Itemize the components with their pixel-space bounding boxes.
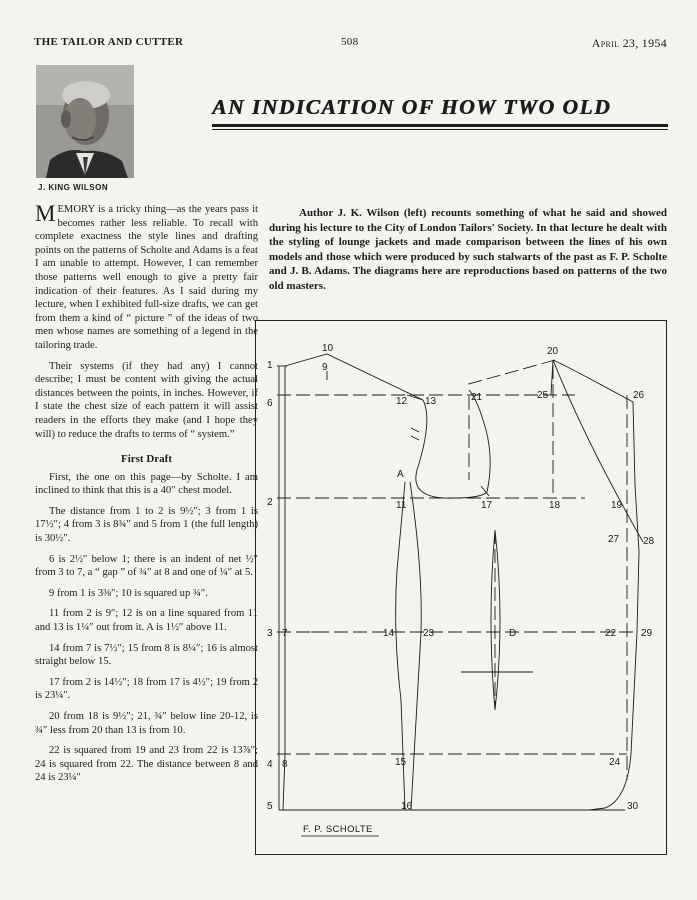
subhead-first-draft: First Draft (120, 453, 172, 466)
paragraph-2: Their systems (if they had any) I cannot describe; I must be content with giving the actual distances between the points, in inches. However, if I state the chest size of each pattern it will assist readers in the efforts they make (and I hope they will) to reduce the drafts to terms of “ system.” (35, 360, 258, 440)
point-16: 16 (401, 801, 413, 812)
point-3: 3 (267, 628, 273, 639)
diagram-title: F. P. SCHOLTE (303, 824, 373, 835)
photo-caption: J. KING WILSON (38, 183, 109, 192)
point-18: 18 (549, 500, 561, 511)
headline-rule (212, 124, 668, 127)
paragraph-5: 6 is 2½″ below 1; there is an indent of net ½″ from 3 to 7, a “ gap ” of ¾″ at 8 and one of ¼″ at 5. (35, 553, 258, 579)
point-5: 5 (267, 801, 273, 812)
point-13: 13 (425, 396, 437, 407)
paragraph-9: 17 from 2 is 14½″; 18 from 17 is 4½″; 19 from 2 is 23¼″. (35, 676, 258, 702)
point-25: 25 (537, 390, 549, 401)
article-column (35, 203, 258, 792)
author-portrait (36, 65, 134, 178)
point-29: 29 (641, 628, 653, 639)
point-22: 22 (605, 628, 617, 639)
point-20: 20 (547, 346, 559, 357)
portrait-image (36, 65, 134, 178)
point-21: 21 (471, 392, 483, 403)
paragraph-11: 22 is squared from 19 and 23 from 22 is 13⅞″; 24 is squared from 22. The distance between 8 and 24 is 23¼″ (35, 745, 258, 784)
point-d: D (509, 628, 517, 639)
point-4: 4 (267, 759, 273, 770)
headline: AN INDICATION OF HOW TWO OLD (212, 95, 611, 119)
point-10: 10 (322, 343, 334, 354)
point-27: 27 (608, 534, 620, 545)
point-9: 9 (322, 362, 328, 373)
paragraph-10: 20 from 18 is 9½″; 21, ¾″ below line 20-12, is ¾″ less from 20 than 13 is from 10. (35, 711, 258, 736)
point-1: 1 (267, 360, 273, 371)
paragraph-8: 14 from 7 is 7½″; 15 from 8 is 8¼″; 16 is almost straight below 15. (35, 642, 258, 668)
paragraph-6: 9 from 1 is 3⅜″; 10 is squared up ¾″. (49, 587, 208, 599)
point-14: 14 (383, 628, 395, 639)
point-24: 24 (609, 757, 621, 768)
point-23: 23 (423, 628, 435, 639)
drop-cap: M (35, 201, 56, 226)
pattern-diagram (255, 320, 667, 855)
point-6: 6 (267, 398, 273, 409)
point-17: 17 (481, 500, 493, 511)
paragraph-7: 11 from 2 is 9″; 12 is on a line squared from 11 and 13 is 1¼″ out from it. A is 1½″ above 11. (35, 608, 258, 634)
point-12: 12 (396, 396, 408, 407)
issue-date: April 23, 1954 (591, 36, 667, 50)
paragraph-1 (35, 203, 258, 353)
page-number: 508 (341, 36, 359, 48)
point-26: 26 (633, 390, 645, 401)
paragraph-1-text: EMORY is a tricky thing—as the years pass it becomes rather less reliable. To recall with complete exactness the style lines and drafting points on the patterns of Scholte and Adams is a feat I am unable to attempt. However, I can remember those patterns well enough to give a pretty fair indication of their features. As I said during my lecture, when I exhibited full-size drafts, we can get from them a kind of “ picture ” of the ideas of two men whose names are something of a legend in the tailoring trade. (35, 204, 258, 351)
point-15: 15 (395, 757, 407, 768)
point-11: 11 (396, 500, 407, 511)
publication-title: THE TAILOR AND CUTTER (34, 36, 184, 48)
point-30: 30 (627, 801, 639, 812)
point-a: A (397, 469, 404, 480)
point-28: 28 (643, 536, 655, 547)
paragraph-3: First, the one on this page—by Scholte. I am inclined to think that this is a 40″ chest model. (35, 471, 258, 497)
paragraph-4: The distance from 1 to 2 is 9½″; 3 from 1 is 17½″; 4 from 3 is 8¾″ and 5 from 1 (the full length) is 30½″. (35, 505, 258, 545)
intro-standfirst: Author J. K. Wilson (left) recounts something of what he said and showed during his lecture to the City of London Tailors' Society. In that lecture he dealt with the styling of lounge jackets and made comparison between the lines of his own models and those which were produced by such stalwarts of the past as F. P. Scholte and J. B. Adams. The diagrams here are reproductions based on patterns of the two old masters. (269, 207, 667, 292)
point-2: 2 (267, 497, 273, 508)
pattern-point-labels (267, 343, 655, 812)
point-8: 8 (282, 759, 288, 770)
point-7: 7 (282, 628, 288, 639)
point-19: 19 (611, 500, 623, 511)
headline-rule-thin (212, 129, 668, 130)
